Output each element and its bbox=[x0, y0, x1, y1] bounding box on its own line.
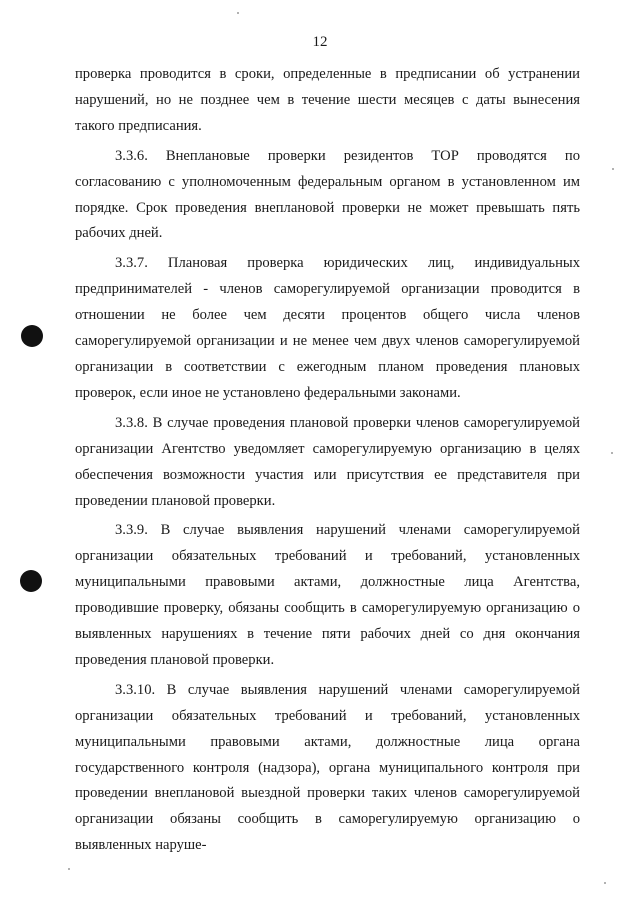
paragraph-continuation: проверка проводится в сроки, определенные в предписании об устранении нарушений, но не позднее чем в течение шести месяцев с даты вынесения такого предписания. bbox=[75, 66, 580, 134]
hole-punch-mark-top bbox=[21, 325, 43, 347]
page-number: 12 bbox=[312, 34, 328, 50]
hole-punch-mark-bottom bbox=[20, 570, 42, 592]
paragraph-3-3-6: 3.3.6. Внеплановые проверки резидентов ТОР проводятся по согласованию с уполномоченным федеральным органом в установленном им порядке. Срок проведения внеплановой проверки не может превышать пять рабочих дней. bbox=[75, 147, 580, 242]
scan-speck bbox=[604, 882, 606, 884]
scan-speck bbox=[611, 452, 613, 454]
scan-speck bbox=[68, 868, 70, 870]
paragraph-3-3-7: 3.3.7. Плановая проверка юридических лиц, индивидуальных предпринимателей - членов саморегулируемой организации проводится в отношении не более чем десяти процентов общего числа членов саморегулируемой организации и не менее чем двух членов саморегулируемой организации в соответствии с ежегодным планом проведения плановых проверок, если иное не установлено федеральными законами. bbox=[75, 255, 580, 401]
paragraph-3-3-9: 3.3.9. В случае выявления нарушений членами саморегулируемой организации обязательных требований и требований, установленных муниципальными правовыми актами, должностные лица Агентства, проводившие проверку, обязаны сообщить в саморегулируемую организацию о выявленных нарушениях в течение пяти рабочих дней со дня окончания проведения плановой проверки. bbox=[75, 522, 580, 668]
paragraph-3-3-10: 3.3.10. В случае выявления нарушений членами саморегулируемой организации обязательных требований и требований, установленных муниципальными правовыми актами, должностные лица органа государственного контроля (надзора), органа муниципального контроля при проведении внеплановой выездной проверки таких членов саморегулируемой организации обязаны сообщить в саморегулируемую организацию о выявленных наруше- bbox=[75, 681, 580, 854]
paragraph-3-3-8: 3.3.8. В случае проведения плановой проверки членов саморегулируемой организации Агентство уведомляет саморегулируемую организацию в целях обеспечения возможности участия или присутствия ее представителя при проведении плановой проверки. bbox=[75, 414, 580, 509]
document-body bbox=[75, 62, 580, 863]
scan-speck bbox=[612, 168, 614, 170]
scan-speck bbox=[237, 12, 239, 14]
